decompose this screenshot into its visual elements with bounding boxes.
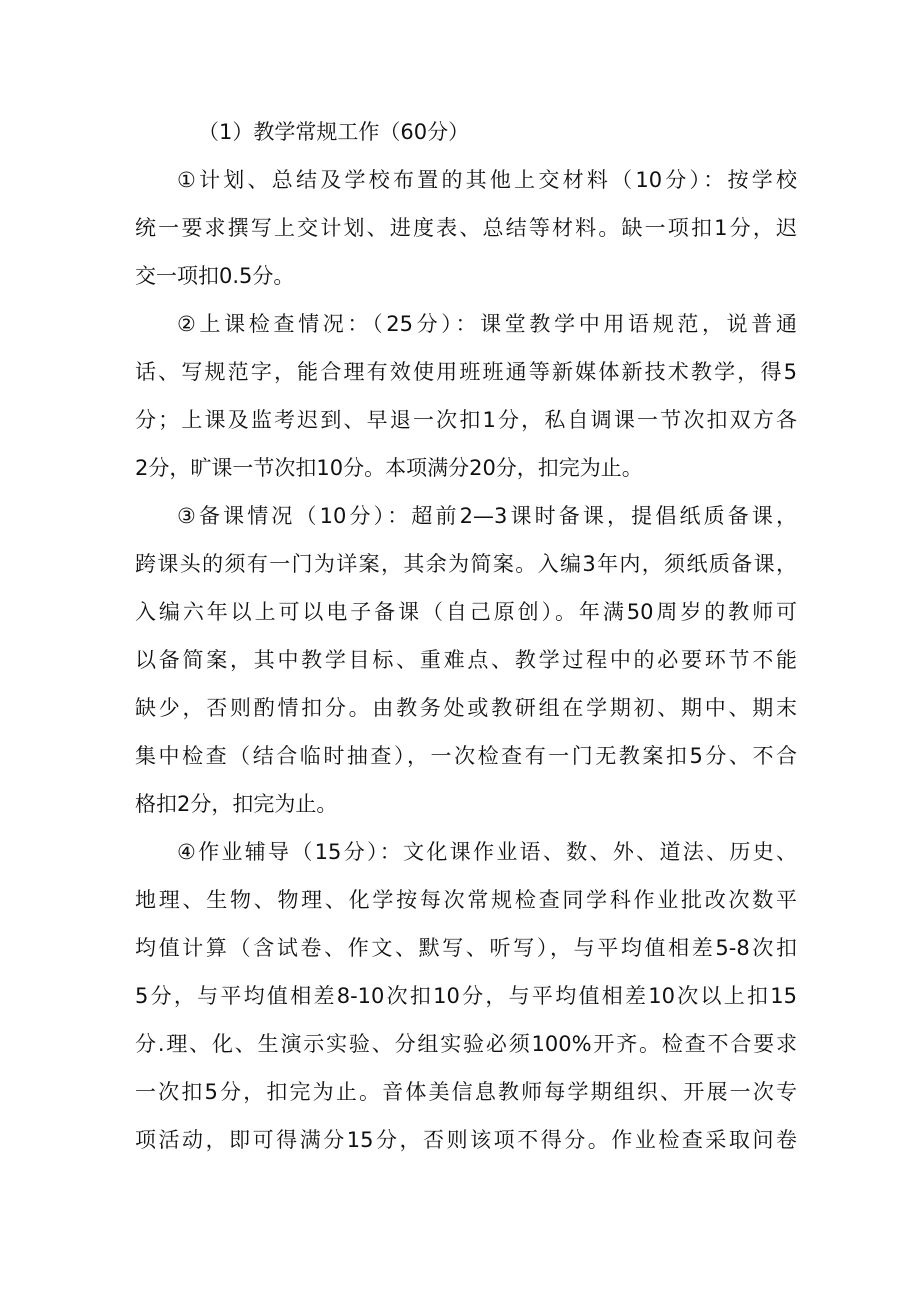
document-body <box>135 108 797 1164</box>
paragraph-line: 话、写规范字，能合理有效使用班班通等新媒体新技术教学，得5 <box>135 360 797 384</box>
paragraph-line: 交一项扣0.5分。 <box>135 264 295 288</box>
paragraph-line: 以备简案，其中教学目标、重难点、教学过程中的必要环节不能 <box>135 648 797 672</box>
paragraph-line: ④作业辅导（15分）：文化课作业语、数、外、道法、历史、 <box>177 840 797 864</box>
paragraph-line: 集中检查（结合临时抽查），一次检查有一门无教案扣5分、不合 <box>135 744 797 768</box>
paragraph-lesson-preparation <box>135 492 797 828</box>
paragraph-line: 5分，与平均值相差8-10次扣10分，与平均值相差10次以上扣15 <box>135 984 797 1008</box>
paragraph-homework-tutoring <box>135 828 797 1164</box>
paragraph-line: 2分，旷课一节次扣10分。本项满分20分，扣完为止。 <box>135 456 643 480</box>
paragraph-line: 入编六年以上可以电子备课（自己原创）。年满50周岁的教师可 <box>135 600 797 624</box>
paragraph-line: 跨课头的须有一门为详案，其余为简案。入编3年内，须纸质备课， <box>135 552 797 576</box>
paragraph-line: 地理、生物、物理、化学按每次常规检查同学科作业批改次数平 <box>135 888 797 912</box>
paragraph-line: 格扣2分，扣完为止。 <box>135 792 338 816</box>
paragraph-line: 统一要求撰写上交计划、进度表、总结等材料。缺一项扣1分，迟 <box>135 216 797 240</box>
paragraph-line: 项活动，即可得满分15分，否则该项不得分。作业检查采取问卷 <box>135 1128 797 1152</box>
paragraph-line: ③备课情况（10分）：超前2—3课时备课，提倡纸质备课， <box>177 504 797 528</box>
paragraph-line: ②上课检查情况：（25分）：课堂教学中用语规范，说普通 <box>177 312 797 336</box>
section-heading: （1）教学常规工作（60分） <box>198 120 470 144</box>
paragraph-submitted-materials <box>135 156 797 300</box>
paragraph-line: 均值计算（含试卷、作文、默写、听写），与平均值相差5-8次扣 <box>135 936 797 960</box>
paragraph-line: 一次扣5分，扣完为止。音体美信息教师每学期组织、开展一次专 <box>135 1080 797 1104</box>
paragraph-line: 分；上课及监考迟到、早退一次扣1分，私自调课一节次扣双方各 <box>135 408 797 432</box>
paragraph-line: 分.理、化、生演示实验、分组实验必须100%开齐。检查不合要求 <box>135 1032 797 1056</box>
paragraph-line: 缺少，否则酌情扣分。由教务处或教研组在学期初、期中、期末 <box>135 696 797 720</box>
paragraph-class-inspection <box>135 300 797 492</box>
paragraph-line: ①计划、总结及学校布置的其他上交材料（10分）：按学校 <box>177 168 797 192</box>
